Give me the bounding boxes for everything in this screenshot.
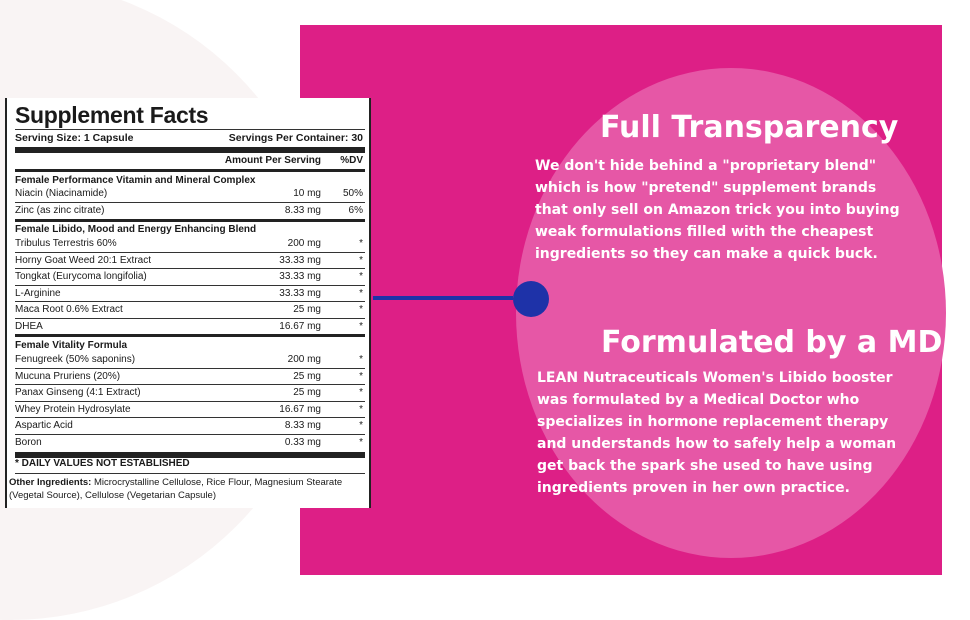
ingredient-row [15, 435, 365, 450]
ingredient-dv: * [359, 238, 363, 249]
ingredient-dv: * [359, 437, 363, 448]
ingredient-name: Aspartic Acid [15, 420, 73, 432]
ingredient-amount: 16.67 mg [279, 321, 321, 332]
ingredient-amount: 0.33 mg [284, 437, 321, 448]
serving-size: Serving Size: 1 Capsule [15, 132, 134, 144]
ingredient-name: Niacin (Niacinamide) [15, 188, 108, 199]
ingredient-dv: * [359, 354, 363, 365]
ingredient-amount: 16.67 mg [279, 403, 321, 415]
ingredient-name: Maca Root 0.6% Extract [15, 304, 123, 316]
ingredient-amount: 8.33 mg [284, 204, 321, 216]
ingredient-row [15, 302, 365, 317]
servings-per-container: Servings Per Container: 30 [228, 132, 363, 144]
divider-thick [15, 334, 365, 337]
amount-header-row [15, 153, 365, 168]
facts-title: Supplement Facts [15, 102, 209, 128]
ingredient-row [15, 253, 365, 268]
ingredient-amount: 10 mg [293, 188, 321, 199]
divider [15, 129, 365, 130]
section-heading: Female Libido, Mood and Energy Enhancing Blend [15, 224, 257, 235]
ingredient-dv: * [359, 387, 363, 399]
ingredient-row [15, 385, 365, 400]
ingredient-name: Panax Ginseng (4:1 Extract) [15, 387, 141, 399]
divider [15, 473, 365, 474]
ingredient-amount: 25 mg [293, 387, 321, 399]
transparency-heading: Full Transparency [600, 110, 899, 145]
ingredient-row [15, 319, 365, 334]
ingredient-dv: * [359, 321, 363, 332]
ingredient-name: Horny Goat Weed 20:1 Extract [15, 254, 151, 266]
section-heading: Female Vitality Formula [15, 340, 128, 351]
ingredient-amount: 200 mg [287, 238, 321, 249]
ingredient-row [15, 286, 365, 301]
ingredient-dv: * [359, 271, 363, 283]
formulated-heading: Formulated by a MD [601, 325, 943, 360]
divider-thick [15, 169, 365, 172]
amount-header: Amount Per Serving [224, 155, 321, 166]
footnote: * DAILY VALUES NOT ESTABLISHED [15, 458, 190, 469]
ingredient-name: DHEA [15, 321, 43, 332]
transparency-body: We don't hide behind a "proprietary blend" which is how "pretend" supplement brands that only sell on Amazon trick you into buying weak formulations filled with the cheapest ingredients so they can make a quick buck. [535, 158, 900, 262]
ingredient-row [15, 203, 365, 218]
ingredient-name: Mucuna Pruriens (20%) [15, 370, 121, 382]
ingredient-amount: 25 mg [293, 304, 321, 316]
ingredient-name: Boron [15, 437, 42, 448]
ingredient-row [15, 402, 365, 417]
ingredient-row [15, 418, 365, 433]
ingredient-dv: * [359, 304, 363, 316]
ingredient-amount: 33.33 mg [279, 254, 321, 266]
ingredient-row [15, 369, 365, 384]
ingredient-amount: 33.33 mg [279, 271, 321, 283]
formulated-body: LEAN Nutraceuticals Women's Libido booster was formulated by a Medical Doctor who specializes in hormone replacement therapy and understands how to safely help a woman get back the spark she used to have using ingredients proven in her own practice. [537, 370, 897, 496]
ingredient-amount: 25 mg [293, 370, 321, 382]
ingredient-row [15, 236, 365, 251]
dv-header: %DV [340, 155, 363, 166]
connector-dot [513, 281, 549, 317]
ingredient-dv: 6% [348, 204, 363, 216]
ingredient-row [15, 269, 365, 284]
connector-line [373, 296, 513, 300]
ingredient-row [15, 352, 365, 367]
ingredient-name: Zinc (as zinc citrate) [15, 204, 105, 216]
ingredient-amount: 200 mg [287, 354, 321, 365]
ingredient-name: Fenugreek (50% saponins) [15, 354, 136, 365]
ingredient-dv: 50% [342, 188, 363, 199]
ingredient-name: Tongkat (Eurycoma longifolia) [15, 271, 147, 283]
ingredient-row [15, 186, 365, 201]
ingredient-name: Tribulus Terrestris 60% [15, 238, 117, 249]
ingredient-dv: * [359, 254, 363, 266]
section-heading: Female Performance Vitamin and Mineral Complex [15, 175, 256, 186]
supplement-facts-panel [5, 98, 371, 508]
ingredient-name: Whey Protein Hydrosylate [15, 403, 131, 415]
other-ingredients: Other Ingredients: Microcrystalline Cellulose, Rice Flour, Magnesium Stearate (Vegetal Source), Cellulose (Vegetarian Capsule) [9, 477, 343, 501]
serving-row [15, 131, 365, 146]
ingredient-amount: 8.33 mg [284, 420, 321, 432]
ingredient-name: L-Arginine [15, 287, 61, 299]
ingredient-dv: * [359, 420, 363, 432]
ingredient-amount: 33.33 mg [279, 287, 321, 299]
ingredient-dv: * [359, 370, 363, 382]
ingredient-dv: * [359, 287, 363, 299]
ingredient-dv: * [359, 403, 363, 415]
